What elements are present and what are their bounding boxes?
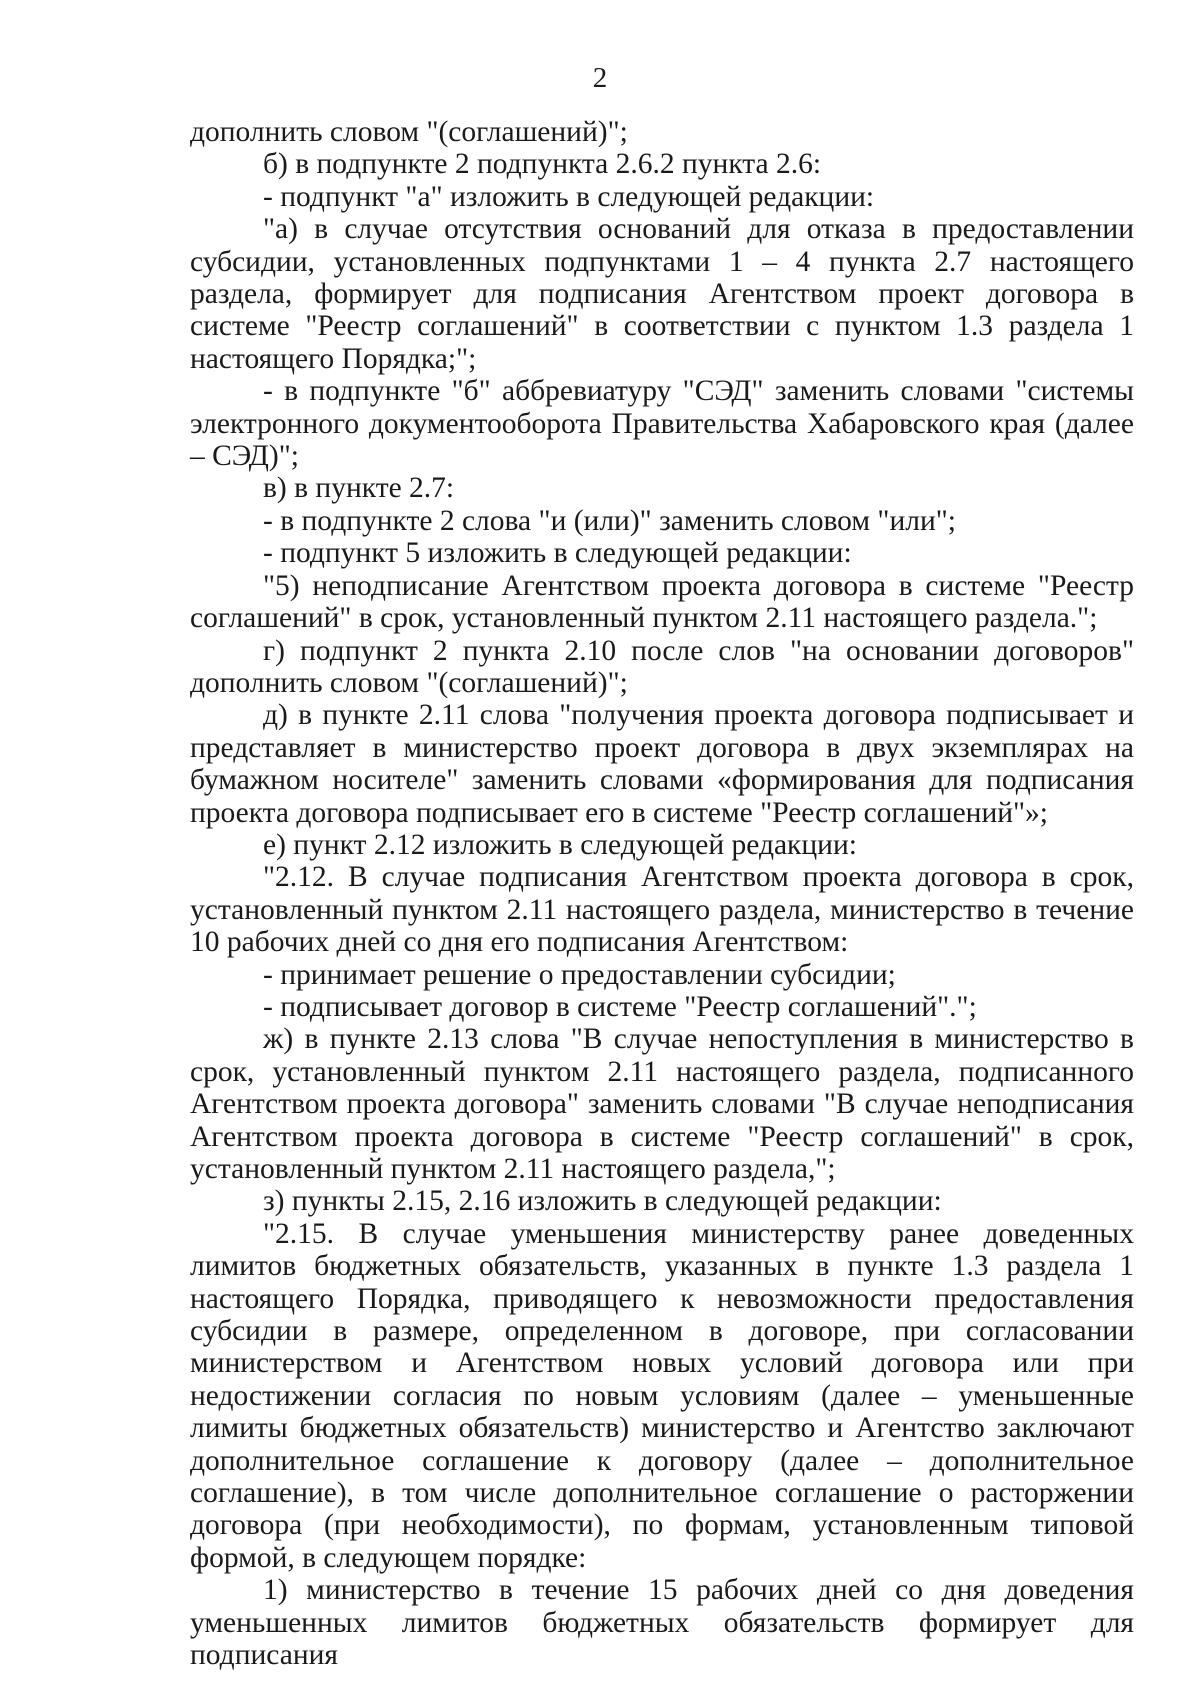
paragraph: з) пункты 2.15, 2.16 изложить в следующей редакции: <box>263 1185 942 1218</box>
paragraph: - в подпункте 2 слова "и (или)" заменить словом "или"; <box>263 504 956 537</box>
paragraph: - подпункт 5 изложить в следующей редакции: <box>263 537 852 570</box>
paragraph: "5) неподписание Агентством проекта договора в системе "Реестр соглашений" в срок, установленный пунктом 2.11 настоящего раздела."; <box>190 569 1134 635</box>
paragraph: д) в пункте 2.11 слова "получения проекта договора подписывает и представляет в министерство проект договора в двух экземплярах на бумажном носителе" заменить словами «формирования для подписания проекта договора подписывает его в системе "Реестр соглашений"»; <box>190 699 1134 829</box>
paragraph: - подпункт "а" изложить в следующей редакции: <box>263 180 875 213</box>
paragraph: "2.15. В случае уменьшения министерству ранее доведенных лимитов бюджетных обязательств, указанных в пункте 1.3 раздела 1 настоящего Порядка, приводящего к невозможности предоставления субсидии в размере, определенном в договоре, при согласовании министерством и Агентством новых условий договора или при недостижении согласия по новым условиям (далее – уменьшенные лимиты бюджетных обязательств) министерство и Агентство заключают дополнительное соглашение к договору (далее – дополнительное соглашение), в том числе дополнительное соглашение о расторжении договора (при необходимости), по формам, установленным типовой формой, в следующем порядке: <box>190 1217 1134 1574</box>
paragraph: ж) в пункте 2.13 слова "В случае непоступления в министерство в срок, установленный пунктом 2.11 настоящего раздела, подписанного Агентством проекта договора" заменить словами "В случае неподписания Агентством проекта договора в системе "Реестр соглашений" в срок, установленный пунктом 2.11 настоящего раздела,"; <box>190 1023 1134 1185</box>
paragraph: "2.12. В случае подписания Агентством проекта договора в срок, установленный пунктом 2.11 настоящего раздела, министерство в течение 10 рабочих дней со дня его подписания Агентством: <box>190 861 1134 959</box>
document-body <box>190 116 1134 1672</box>
paragraph: 1) министерство в течение 15 рабочих дней со дня доведения уменьшенных лимитов бюджетных обязательств формирует для подписания <box>190 1574 1134 1672</box>
paragraph: дополнить словом "(соглашений)"; <box>190 116 628 148</box>
page-number: 2 <box>592 62 608 94</box>
paragraph: г) подпункт 2 пункта 2.10 после слов "на основании договоров" дополнить словом "(соглашений)"; <box>190 634 1134 699</box>
paragraph: е) пункт 2.12 изложить в следующей редакции: <box>263 828 857 861</box>
paragraph: - подписывает договор в системе "Реестр соглашений"."; <box>263 990 977 1023</box>
paragraph: "а) в случае отсутствия оснований для отказа в предоставлении субсидии, установленных подпунктами 1 – 4 пункта 2.7 настоящего раздела, формирует для подписания Агентством проект договора в системе "Реестр соглашений" в соответствии с пунктом 1.3 раздела 1 настоящего Порядка;"; <box>190 213 1134 375</box>
paragraph: - в подпункте "б" аббревиатуру "СЭД" заменить словами "системы электронного документооборота Правительства Хабаровского края (далее – СЭД)"; <box>190 375 1134 473</box>
paragraph: б) в подпункте 2 подпункта 2.6.2 пункта 2.6: <box>263 148 822 181</box>
paragraph: - принимает решение о предоставлении субсидии; <box>263 958 896 991</box>
paragraph: в) в пункте 2.7: <box>263 472 455 505</box>
